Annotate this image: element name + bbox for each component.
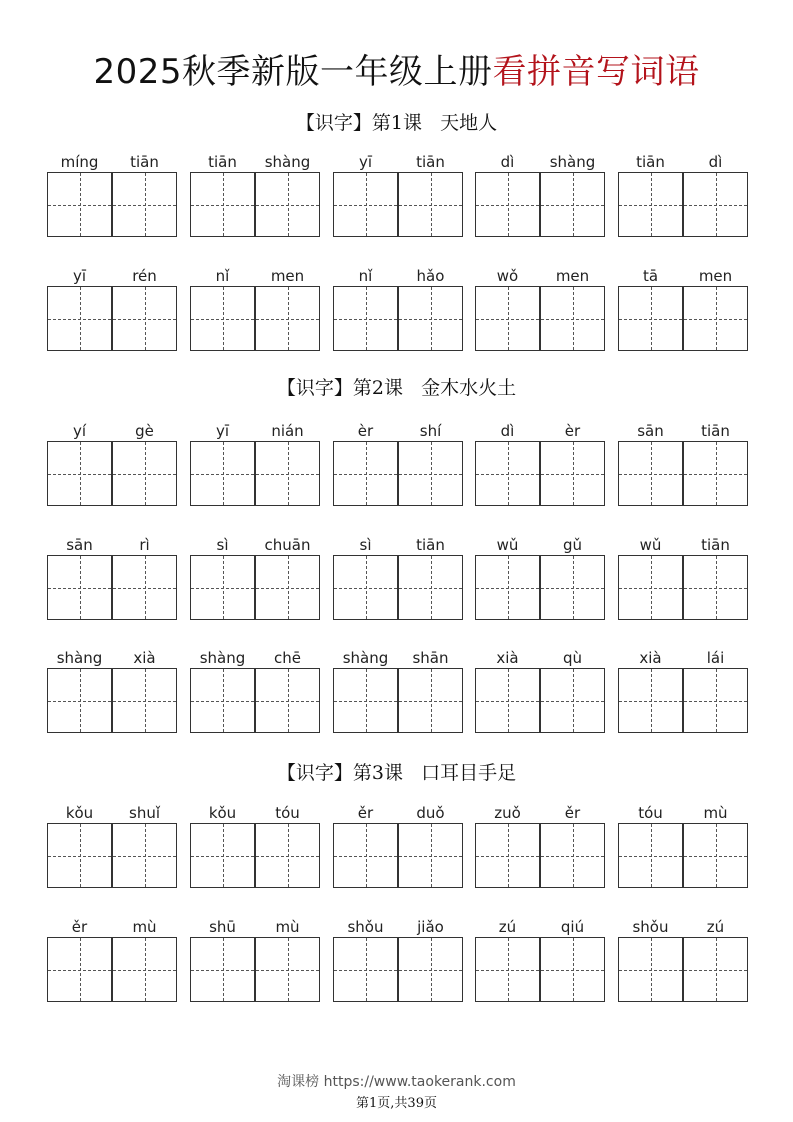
writing-box[interactable] xyxy=(398,668,463,733)
word-item xyxy=(618,804,748,884)
pinyin-label: yí xyxy=(72,422,87,440)
pinyin-label: ěr xyxy=(357,804,374,822)
pinyin-label: shàng xyxy=(264,153,311,171)
pinyin-label: tiān xyxy=(701,536,730,554)
pinyin-label: mù xyxy=(275,918,300,936)
writing-box[interactable] xyxy=(683,823,748,888)
writing-box[interactable] xyxy=(333,937,398,1002)
word-item xyxy=(618,649,748,729)
writing-box[interactable] xyxy=(475,937,540,1002)
word-item xyxy=(618,422,748,502)
pinyin-label: dì xyxy=(500,153,515,171)
pinyin-label: shí xyxy=(419,422,442,440)
pinyin-label: tiān xyxy=(416,153,445,171)
pinyin-label: yī xyxy=(215,422,230,440)
word-row xyxy=(47,422,747,502)
writing-box[interactable] xyxy=(190,555,255,620)
pinyin-label: shū xyxy=(209,918,236,936)
word-item xyxy=(47,918,177,998)
writing-box[interactable] xyxy=(618,823,683,888)
writing-box[interactable] xyxy=(255,668,320,733)
word-item xyxy=(475,536,605,616)
word-item xyxy=(618,536,748,616)
pinyin-label: ěr xyxy=(564,804,581,822)
word-item xyxy=(333,649,463,729)
word-item xyxy=(333,918,463,998)
word-item xyxy=(47,804,177,884)
pinyin-label: kǒu xyxy=(65,804,94,822)
pinyin-label: xià xyxy=(496,649,519,667)
pinyin-label: yī xyxy=(72,267,87,285)
title-main: 2025秋季新版一年级上册 xyxy=(93,52,493,92)
writing-box[interactable] xyxy=(540,823,605,888)
pinyin-label: tiān xyxy=(208,153,237,171)
writing-box[interactable] xyxy=(475,441,540,506)
writing-box[interactable] xyxy=(540,172,605,237)
pinyin-label: ěr xyxy=(71,918,88,936)
pinyin-label: èr xyxy=(564,422,581,440)
pinyin-label: xià xyxy=(133,649,156,667)
writing-box[interactable] xyxy=(255,441,320,506)
pinyin-label: wǔ xyxy=(639,536,662,554)
pinyin-label: shǒu xyxy=(632,918,669,936)
word-item xyxy=(190,422,320,502)
writing-box[interactable] xyxy=(618,172,683,237)
word-row xyxy=(47,918,747,998)
word-item xyxy=(333,267,463,347)
pinyin-label: tiān xyxy=(130,153,159,171)
word-item xyxy=(47,267,177,347)
word-row xyxy=(47,804,747,884)
pinyin-label: sì xyxy=(359,536,372,554)
pinyin-label: jiǎo xyxy=(417,918,444,936)
word-row xyxy=(47,649,747,729)
writing-box[interactable] xyxy=(540,286,605,351)
word-item xyxy=(475,918,605,998)
word-item xyxy=(618,153,748,233)
writing-box[interactable] xyxy=(47,668,112,733)
writing-box[interactable] xyxy=(398,441,463,506)
pinyin-label: wǒ xyxy=(496,267,519,285)
pinyin-label: dì xyxy=(500,422,515,440)
pinyin-label: shǒu xyxy=(347,918,384,936)
writing-box[interactable] xyxy=(683,286,748,351)
writing-box[interactable] xyxy=(540,555,605,620)
page-title xyxy=(0,48,793,96)
writing-box[interactable] xyxy=(475,555,540,620)
writing-box[interactable] xyxy=(112,172,177,237)
pinyin-label: men xyxy=(698,267,733,285)
writing-box[interactable] xyxy=(398,286,463,351)
writing-box[interactable] xyxy=(47,441,112,506)
word-item xyxy=(475,267,605,347)
writing-box[interactable] xyxy=(47,823,112,888)
title-highlight: 看拼音写词语 xyxy=(492,52,700,92)
pinyin-label: shàng xyxy=(342,649,389,667)
pinyin-label: nǐ xyxy=(358,267,373,285)
writing-box[interactable] xyxy=(683,555,748,620)
writing-box[interactable] xyxy=(112,286,177,351)
writing-box[interactable] xyxy=(255,937,320,1002)
footer-page-number: 第1页,共39页 xyxy=(356,1096,437,1111)
writing-box[interactable] xyxy=(112,555,177,620)
writing-box[interactable] xyxy=(255,555,320,620)
word-item xyxy=(618,918,748,998)
pinyin-label: zuǒ xyxy=(494,804,521,822)
writing-box[interactable] xyxy=(398,172,463,237)
pinyin-label: èr xyxy=(357,422,374,440)
writing-box[interactable] xyxy=(540,937,605,1002)
pinyin-label: hǎo xyxy=(416,267,445,285)
word-item xyxy=(618,267,748,347)
writing-box[interactable] xyxy=(475,668,540,733)
word-item xyxy=(333,422,463,502)
writing-box[interactable] xyxy=(112,441,177,506)
writing-box[interactable] xyxy=(333,441,398,506)
writing-box[interactable] xyxy=(683,172,748,237)
word-item xyxy=(475,649,605,729)
writing-box[interactable] xyxy=(47,937,112,1002)
pinyin-label: qù xyxy=(562,649,583,667)
word-item xyxy=(47,649,177,729)
pinyin-label: tóu xyxy=(275,804,300,822)
pinyin-label: tiān xyxy=(416,536,445,554)
writing-box[interactable] xyxy=(112,823,177,888)
writing-box[interactable] xyxy=(190,172,255,237)
word-item xyxy=(190,536,320,616)
writing-box[interactable] xyxy=(112,937,177,1002)
word-item xyxy=(47,422,177,502)
writing-box[interactable] xyxy=(618,937,683,1002)
word-item xyxy=(190,918,320,998)
pinyin-label: men xyxy=(555,267,590,285)
pinyin-label: sān xyxy=(66,536,93,554)
pinyin-label: tóu xyxy=(638,804,663,822)
writing-box[interactable] xyxy=(190,823,255,888)
writing-box[interactable] xyxy=(618,286,683,351)
writing-box[interactable] xyxy=(190,937,255,1002)
pinyin-label: shàng xyxy=(549,153,596,171)
writing-box[interactable] xyxy=(255,172,320,237)
writing-box[interactable] xyxy=(618,668,683,733)
lesson-heading-3: 【识字】第3课 口耳目手足 xyxy=(276,762,517,784)
word-row xyxy=(47,153,747,233)
footer-site: 淘课榜 https://www.taokerank.com xyxy=(277,1074,516,1090)
writing-box[interactable] xyxy=(683,937,748,1002)
lesson-heading-2: 【识字】第2课 金木水火土 xyxy=(276,377,517,399)
writing-box[interactable] xyxy=(618,441,683,506)
word-row xyxy=(47,267,747,347)
pinyin-label: shān xyxy=(412,649,449,667)
word-item xyxy=(47,153,177,233)
writing-box[interactable] xyxy=(540,441,605,506)
pinyin-label: lái xyxy=(706,649,725,667)
writing-box[interactable] xyxy=(333,286,398,351)
pinyin-label: shàng xyxy=(56,649,103,667)
word-item xyxy=(190,649,320,729)
pinyin-label: zú xyxy=(706,918,725,936)
pinyin-label: zú xyxy=(498,918,517,936)
writing-box[interactable] xyxy=(190,441,255,506)
word-item xyxy=(190,804,320,884)
writing-box[interactable] xyxy=(333,555,398,620)
writing-box[interactable] xyxy=(475,286,540,351)
word-item xyxy=(333,804,463,884)
pinyin-label: xià xyxy=(639,649,662,667)
pinyin-label: sì xyxy=(216,536,229,554)
writing-box[interactable] xyxy=(333,823,398,888)
word-item xyxy=(333,536,463,616)
writing-box[interactable] xyxy=(333,668,398,733)
pinyin-label: men xyxy=(270,267,305,285)
pinyin-label: gè xyxy=(135,422,154,440)
pinyin-label: gǔ xyxy=(562,536,583,554)
writing-box[interactable] xyxy=(190,286,255,351)
writing-box[interactable] xyxy=(475,172,540,237)
word-item xyxy=(190,267,320,347)
writing-box[interactable] xyxy=(255,823,320,888)
word-item xyxy=(333,153,463,233)
word-item xyxy=(47,536,177,616)
pinyin-label: nián xyxy=(271,422,304,440)
pinyin-label: míng xyxy=(60,153,99,171)
word-item xyxy=(475,422,605,502)
pinyin-label: wǔ xyxy=(496,536,519,554)
pinyin-label: mù xyxy=(132,918,157,936)
pinyin-label: dì xyxy=(708,153,723,171)
writing-box[interactable] xyxy=(683,441,748,506)
pinyin-label: qiú xyxy=(560,918,585,936)
writing-box[interactable] xyxy=(540,668,605,733)
pinyin-label: tiān xyxy=(701,422,730,440)
writing-box[interactable] xyxy=(475,823,540,888)
writing-box[interactable] xyxy=(112,668,177,733)
writing-box[interactable] xyxy=(190,668,255,733)
pinyin-label: shàng xyxy=(199,649,246,667)
pinyin-label: kǒu xyxy=(208,804,237,822)
lesson-heading-1: 【识字】第1课 天地人 xyxy=(295,112,498,134)
pinyin-label: rén xyxy=(132,267,157,285)
pinyin-label: chē xyxy=(274,649,301,667)
pinyin-label: sān xyxy=(637,422,664,440)
writing-box[interactable] xyxy=(398,937,463,1002)
pinyin-label: duǒ xyxy=(416,804,445,822)
word-item xyxy=(475,153,605,233)
pinyin-label: rì xyxy=(139,536,150,554)
pinyin-label: chuān xyxy=(264,536,311,554)
word-item xyxy=(190,153,320,233)
pinyin-label: tā xyxy=(642,267,659,285)
pinyin-label: mù xyxy=(703,804,728,822)
writing-box[interactable] xyxy=(618,555,683,620)
word-row xyxy=(47,536,747,616)
writing-box[interactable] xyxy=(255,286,320,351)
writing-box[interactable] xyxy=(47,172,112,237)
pinyin-label: shuǐ xyxy=(129,804,160,822)
writing-box[interactable] xyxy=(398,555,463,620)
pinyin-label: tiān xyxy=(636,153,665,171)
writing-box[interactable] xyxy=(398,823,463,888)
pinyin-label: yī xyxy=(358,153,373,171)
writing-box[interactable] xyxy=(47,286,112,351)
pinyin-label: nǐ xyxy=(215,267,230,285)
writing-box[interactable] xyxy=(333,172,398,237)
writing-box[interactable] xyxy=(47,555,112,620)
writing-box[interactable] xyxy=(683,668,748,733)
word-item xyxy=(475,804,605,884)
